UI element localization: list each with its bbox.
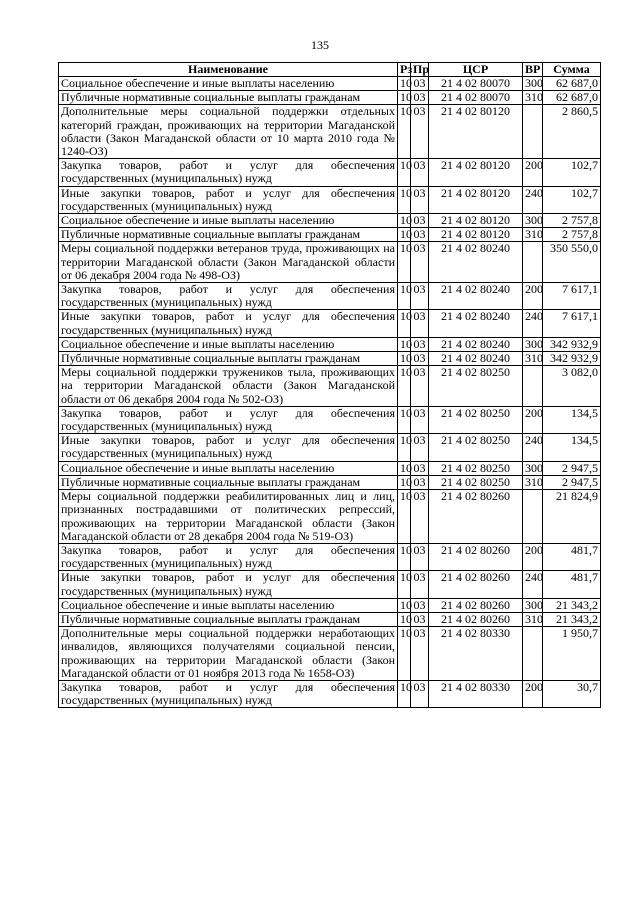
row-sum-cell: 342 932,9 xyxy=(543,352,601,366)
row-csr-cell: 21 4 02 80120 xyxy=(429,186,523,213)
row-rz-cell: 10 xyxy=(398,571,411,598)
row-sum-cell: 1 950,7 xyxy=(543,627,601,681)
row-csr-cell: 21 4 02 80120 xyxy=(429,105,523,159)
row-csr-cell: 21 4 02 80250 xyxy=(429,406,523,433)
table-row xyxy=(59,475,601,489)
row-sum-cell: 2 947,5 xyxy=(543,461,601,475)
row-sum-cell: 2 860,5 xyxy=(543,105,601,159)
row-vr-cell: 200 xyxy=(523,159,543,186)
row-pr-cell: 03 xyxy=(411,434,429,461)
row-name-cell: Социальное обеспечение и иные выплаты населению xyxy=(59,337,398,351)
row-vr-cell: 300 xyxy=(523,461,543,475)
row-sum-cell: 481,7 xyxy=(543,543,601,570)
row-rz-cell: 10 xyxy=(398,434,411,461)
row-name-cell: Закупка товаров, работ и услуг для обеспечения государственных (муниципальных) нужд xyxy=(59,680,398,707)
table-row xyxy=(59,214,601,228)
row-pr-cell: 03 xyxy=(411,571,429,598)
row-csr-cell: 21 4 02 80250 xyxy=(429,434,523,461)
row-name-cell: Дополнительные меры социальной поддержки неработающих инвалидов, являющихся получателями социальной пенсии, проживающих на территории Магаданской области (Закон Магаданской области от 01 ноября 2013 года № 1658-ОЗ) xyxy=(59,627,398,681)
row-pr-cell: 03 xyxy=(411,680,429,707)
row-vr-cell: 200 xyxy=(523,406,543,433)
row-csr-cell: 21 4 02 80250 xyxy=(429,461,523,475)
row-sum-cell: 102,7 xyxy=(543,159,601,186)
table-row xyxy=(59,490,601,544)
row-vr-cell: 200 xyxy=(523,680,543,707)
row-rz-cell: 10 xyxy=(398,490,411,544)
table-body xyxy=(59,77,601,708)
row-pr-cell: 03 xyxy=(411,627,429,681)
row-sum-cell: 7 617,1 xyxy=(543,310,601,337)
row-name-cell: Иные закупки товаров, работ и услуг для обеспечения государственных (муниципальных) нужд xyxy=(59,571,398,598)
table-row xyxy=(59,310,601,337)
row-rz-cell: 10 xyxy=(398,680,411,707)
row-name-cell: Меры социальной поддержки тружеников тыла, проживающих на территории Магаданской области (Закон Магаданской области от 06 декабря 2004 года № 502-ОЗ) xyxy=(59,366,398,407)
table-row xyxy=(59,366,601,407)
row-pr-cell: 03 xyxy=(411,310,429,337)
table-row xyxy=(59,159,601,186)
row-csr-cell: 21 4 02 80120 xyxy=(429,214,523,228)
row-rz-cell: 10 xyxy=(398,77,411,91)
row-sum-cell: 3 082,0 xyxy=(543,366,601,407)
row-csr-cell: 21 4 02 80070 xyxy=(429,91,523,105)
row-sum-cell: 350 550,0 xyxy=(543,242,601,283)
table-row xyxy=(59,627,601,681)
row-rz-cell: 10 xyxy=(398,186,411,213)
row-name-cell: Публичные нормативные социальные выплаты гражданам xyxy=(59,91,398,105)
row-csr-cell: 21 4 02 80120 xyxy=(429,159,523,186)
row-sum-cell: 2 757,8 xyxy=(543,214,601,228)
row-csr-cell: 21 4 02 80260 xyxy=(429,543,523,570)
row-sum-cell: 481,7 xyxy=(543,571,601,598)
row-name-cell: Иные закупки товаров, работ и услуг для обеспечения государственных (муниципальных) нужд xyxy=(59,186,398,213)
row-pr-cell: 03 xyxy=(411,186,429,213)
column-header-pr: Пр xyxy=(411,63,429,77)
column-header-name: Наименование xyxy=(59,63,398,77)
row-rz-cell: 10 xyxy=(398,91,411,105)
row-vr-cell xyxy=(523,105,543,159)
row-vr-cell xyxy=(523,490,543,544)
row-pr-cell: 03 xyxy=(411,242,429,283)
row-rz-cell: 10 xyxy=(398,105,411,159)
row-name-cell: Иные закупки товаров, работ и услуг для обеспечения государственных (муниципальных) нужд xyxy=(59,434,398,461)
table-row xyxy=(59,571,601,598)
row-rz-cell: 10 xyxy=(398,406,411,433)
row-pr-cell: 03 xyxy=(411,105,429,159)
row-rz-cell: 10 xyxy=(398,337,411,351)
table-row xyxy=(59,612,601,626)
table-row xyxy=(59,91,601,105)
row-pr-cell: 03 xyxy=(411,337,429,351)
table-header-row xyxy=(59,63,601,77)
row-sum-cell: 21 343,2 xyxy=(543,598,601,612)
row-csr-cell: 21 4 02 80240 xyxy=(429,242,523,283)
row-vr-cell: 300 xyxy=(523,337,543,351)
row-name-cell: Меры социальной поддержки реабилитированных лиц и лиц, признанных пострадавшими от политических репрессий, проживающих на территории Магаданской области (Закон Магаданской области от 28 декабря 2004 года № 519-ОЗ) xyxy=(59,490,398,544)
row-rz-cell: 10 xyxy=(398,228,411,242)
row-vr-cell xyxy=(523,366,543,407)
table-row xyxy=(59,543,601,570)
row-csr-cell: 21 4 02 80260 xyxy=(429,490,523,544)
row-pr-cell: 03 xyxy=(411,598,429,612)
row-vr-cell: 310 xyxy=(523,228,543,242)
table-row xyxy=(59,434,601,461)
row-rz-cell: 10 xyxy=(398,627,411,681)
row-name-cell: Публичные нормативные социальные выплаты гражданам xyxy=(59,612,398,626)
row-pr-cell: 03 xyxy=(411,366,429,407)
row-vr-cell: 240 xyxy=(523,434,543,461)
row-name-cell: Социальное обеспечение и иные выплаты населению xyxy=(59,461,398,475)
row-sum-cell: 102,7 xyxy=(543,186,601,213)
row-pr-cell: 03 xyxy=(411,77,429,91)
row-name-cell: Закупка товаров, работ и услуг для обеспечения государственных (муниципальных) нужд xyxy=(59,543,398,570)
row-csr-cell: 21 4 02 80260 xyxy=(429,612,523,626)
row-sum-cell: 2 757,8 xyxy=(543,228,601,242)
row-sum-cell: 134,5 xyxy=(543,406,601,433)
row-pr-cell: 03 xyxy=(411,91,429,105)
row-vr-cell xyxy=(523,627,543,681)
row-name-cell: Социальное обеспечение и иные выплаты населению xyxy=(59,598,398,612)
table-row xyxy=(59,352,601,366)
row-sum-cell: 30,7 xyxy=(543,680,601,707)
column-header-sum: Сумма xyxy=(543,63,601,77)
row-pr-cell: 03 xyxy=(411,543,429,570)
budget-table xyxy=(58,62,601,708)
row-csr-cell: 21 4 02 80250 xyxy=(429,366,523,407)
column-header-vr: ВР xyxy=(523,63,543,77)
row-rz-cell: 10 xyxy=(398,366,411,407)
row-sum-cell: 134,5 xyxy=(543,434,601,461)
row-vr-cell: 200 xyxy=(523,543,543,570)
table-row xyxy=(59,461,601,475)
row-sum-cell: 7 617,1 xyxy=(543,283,601,310)
row-name-cell: Социальное обеспечение и иные выплаты населению xyxy=(59,77,398,91)
row-name-cell: Иные закупки товаров, работ и услуг для обеспечения государственных (муниципальных) нужд xyxy=(59,310,398,337)
row-vr-cell: 310 xyxy=(523,352,543,366)
row-rz-cell: 10 xyxy=(398,283,411,310)
table-row xyxy=(59,598,601,612)
row-name-cell: Меры социальной поддержки ветеранов труда, проживающих на территории Магаданской области (Закон Магаданской области от 06 декабря 2004 года № 498-ОЗ) xyxy=(59,242,398,283)
row-csr-cell: 21 4 02 80330 xyxy=(429,627,523,681)
row-rz-cell: 10 xyxy=(398,461,411,475)
row-pr-cell: 03 xyxy=(411,490,429,544)
column-header-csr: ЦСР xyxy=(429,63,523,77)
table-row xyxy=(59,406,601,433)
row-name-cell: Публичные нормативные социальные выплаты гражданам xyxy=(59,228,398,242)
row-name-cell: Социальное обеспечение и иные выплаты населению xyxy=(59,214,398,228)
row-sum-cell: 62 687,0 xyxy=(543,91,601,105)
row-csr-cell: 21 4 02 80240 xyxy=(429,310,523,337)
row-name-cell: Публичные нормативные социальные выплаты гражданам xyxy=(59,352,398,366)
row-name-cell: Публичные нормативные социальные выплаты гражданам xyxy=(59,475,398,489)
table-row xyxy=(59,680,601,707)
table-row xyxy=(59,283,601,310)
row-rz-cell: 10 xyxy=(398,352,411,366)
row-rz-cell: 10 xyxy=(398,475,411,489)
row-sum-cell: 2 947,5 xyxy=(543,475,601,489)
row-csr-cell: 21 4 02 80260 xyxy=(429,598,523,612)
row-csr-cell: 21 4 02 80330 xyxy=(429,680,523,707)
row-sum-cell: 62 687,0 xyxy=(543,77,601,91)
row-pr-cell: 03 xyxy=(411,352,429,366)
row-name-cell: Дополнительные меры социальной поддержки отдельных категорий граждан, проживающих на территории Магаданской области (Закон Магаданской области от 10 марта 2010 года № 1240-ОЗ) xyxy=(59,105,398,159)
row-rz-cell: 10 xyxy=(398,242,411,283)
row-rz-cell: 10 xyxy=(398,159,411,186)
table-row xyxy=(59,242,601,283)
row-csr-cell: 21 4 02 80250 xyxy=(429,475,523,489)
table-row xyxy=(59,105,601,159)
row-pr-cell: 03 xyxy=(411,214,429,228)
row-pr-cell: 03 xyxy=(411,461,429,475)
row-vr-cell: 310 xyxy=(523,91,543,105)
row-vr-cell: 310 xyxy=(523,475,543,489)
row-pr-cell: 03 xyxy=(411,159,429,186)
row-vr-cell: 240 xyxy=(523,571,543,598)
row-csr-cell: 21 4 02 80240 xyxy=(429,283,523,310)
row-rz-cell: 10 xyxy=(398,214,411,228)
row-sum-cell: 21 343,2 xyxy=(543,612,601,626)
row-sum-cell: 21 824,9 xyxy=(543,490,601,544)
row-csr-cell: 21 4 02 80240 xyxy=(429,337,523,351)
row-rz-cell: 10 xyxy=(398,310,411,337)
row-vr-cell: 240 xyxy=(523,186,543,213)
row-name-cell: Закупка товаров, работ и услуг для обеспечения государственных (муниципальных) нужд xyxy=(59,406,398,433)
page-number: 135 xyxy=(311,38,329,52)
row-rz-cell: 10 xyxy=(398,598,411,612)
row-sum-cell: 342 932,9 xyxy=(543,337,601,351)
row-vr-cell: 200 xyxy=(523,283,543,310)
row-rz-cell: 10 xyxy=(398,612,411,626)
row-name-cell: Закупка товаров, работ и услуг для обеспечения государственных (муниципальных) нужд xyxy=(59,159,398,186)
column-header-rz: Рз xyxy=(398,63,411,77)
row-pr-cell: 03 xyxy=(411,406,429,433)
row-pr-cell: 03 xyxy=(411,612,429,626)
row-vr-cell: 300 xyxy=(523,598,543,612)
row-csr-cell: 21 4 02 80120 xyxy=(429,228,523,242)
row-vr-cell: 300 xyxy=(523,77,543,91)
row-vr-cell: 310 xyxy=(523,612,543,626)
row-pr-cell: 03 xyxy=(411,475,429,489)
row-csr-cell: 21 4 02 80240 xyxy=(429,352,523,366)
row-rz-cell: 10 xyxy=(398,543,411,570)
row-vr-cell: 300 xyxy=(523,214,543,228)
row-name-cell: Закупка товаров, работ и услуг для обеспечения государственных (муниципальных) нужд xyxy=(59,283,398,310)
table-row xyxy=(59,186,601,213)
row-csr-cell: 21 4 02 80070 xyxy=(429,77,523,91)
row-vr-cell xyxy=(523,242,543,283)
table-row xyxy=(59,337,601,351)
row-pr-cell: 03 xyxy=(411,283,429,310)
table-row xyxy=(59,228,601,242)
table-row xyxy=(59,77,601,91)
row-vr-cell: 240 xyxy=(523,310,543,337)
row-csr-cell: 21 4 02 80260 xyxy=(429,571,523,598)
row-pr-cell: 03 xyxy=(411,228,429,242)
